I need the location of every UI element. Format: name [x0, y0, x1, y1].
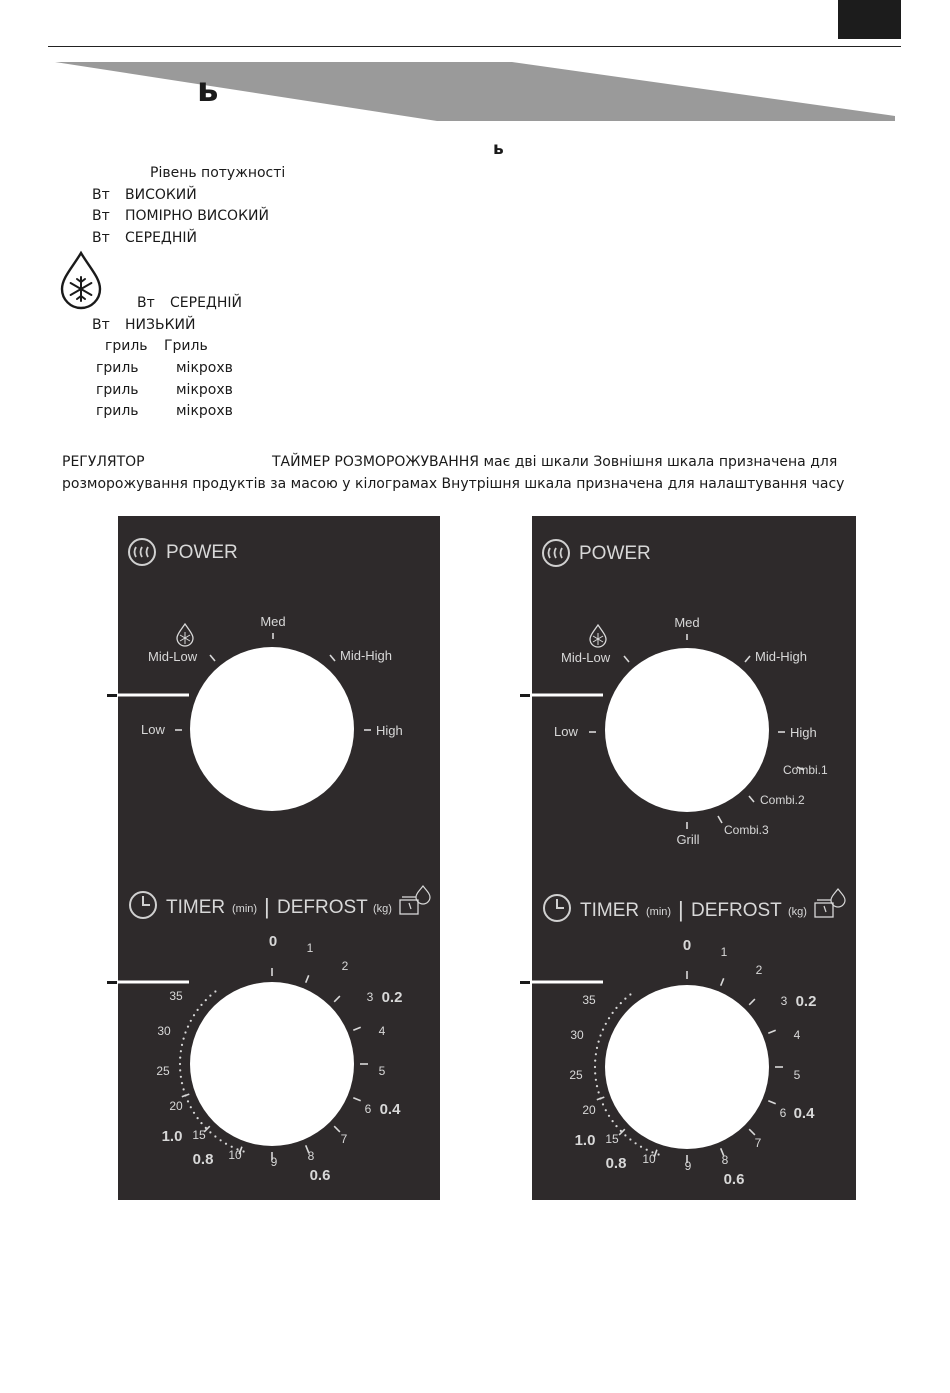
defrost-unit: (kg)	[373, 903, 392, 915]
timer-dot	[615, 1007, 617, 1009]
timer-mark: 1	[306, 941, 314, 955]
timer-dot	[181, 1082, 183, 1084]
mark-high: High	[790, 725, 817, 740]
timer-dot	[220, 1139, 222, 1141]
control-panel-grill	[532, 516, 856, 1200]
timer-mark: 15	[192, 1128, 206, 1142]
timer-dot	[187, 1026, 189, 1028]
mark-mid-low: Mid-Low	[148, 649, 198, 664]
kg-mark: 0.4	[379, 1101, 401, 1118]
timer-dot	[605, 1023, 607, 1025]
timer-dot	[595, 1079, 597, 1081]
timer-tick	[334, 1126, 340, 1132]
kg-mark: 1.0	[161, 1128, 183, 1145]
grill-row-b: Гриль	[164, 338, 208, 354]
timer-tick	[768, 1101, 775, 1104]
timer-tick	[353, 1027, 360, 1030]
timer-dot	[620, 1130, 622, 1132]
mark-mid-high: Mid-High	[755, 649, 808, 664]
timer-mark: 8	[307, 1149, 315, 1163]
row-level: ПОМІРНО ВИСОКИЙ	[125, 208, 269, 224]
mark-combi-1: Combi.1	[783, 763, 828, 777]
timer-mark: 35	[169, 989, 183, 1003]
grill-row-a: гриль	[96, 360, 139, 376]
timer-mark: 3	[366, 990, 374, 1004]
timer-knob[interactable]	[605, 985, 769, 1149]
timer-dot	[594, 1072, 596, 1074]
timer-divider: |	[678, 897, 684, 922]
power-icon	[543, 540, 569, 566]
section-banner	[0, 0, 950, 140]
callout-power	[520, 694, 530, 697]
timer-tick	[619, 1129, 625, 1135]
mark-low: Low	[141, 722, 165, 737]
mark-mid-high: Mid-High	[340, 648, 393, 663]
timer-dot	[599, 1097, 601, 1099]
timer-dot	[608, 1017, 610, 1019]
timer-dot	[605, 1109, 607, 1111]
timer-dot	[214, 1135, 216, 1137]
timer-mark: 10	[642, 1152, 656, 1166]
grill-row-b: мікрохв	[176, 403, 233, 419]
mark-med: Med	[674, 615, 700, 630]
timer-tick	[334, 996, 340, 1002]
timer-unit: (min)	[232, 903, 258, 915]
grill-row-b: мікрохв	[176, 360, 233, 376]
timer-dot	[612, 1120, 614, 1122]
power-icon	[129, 539, 155, 565]
timer-mark: 9	[270, 1155, 278, 1169]
row-unit: Вт	[92, 187, 110, 203]
timer-mark: 1	[720, 945, 728, 959]
timer-dot	[190, 1020, 192, 1022]
timer-dot	[180, 1076, 182, 1078]
timer-dot	[205, 999, 207, 1001]
defrost-label: DEFROST	[277, 897, 368, 918]
timer-dot	[190, 1106, 192, 1108]
paragraph-line2: розморожування продуктів за масою у кілограмах Внутрішня шкала призначена для налаштування часу	[62, 476, 845, 492]
timer-dot	[635, 1142, 637, 1144]
kg-mark: 0.6	[723, 1171, 745, 1188]
banner-glyph: ь	[197, 70, 219, 110]
timer-dot	[181, 1044, 183, 1046]
kg-mark: 0.4	[793, 1105, 815, 1122]
timer-dot	[183, 1038, 185, 1040]
timer-dot	[187, 1100, 189, 1102]
timer-dot	[179, 1063, 181, 1065]
timer-dot	[214, 990, 216, 992]
timer-dot	[197, 1009, 199, 1011]
timer-dot	[594, 1060, 596, 1062]
row-unit: Вт	[137, 295, 155, 311]
row-level: ВИСОКИЙ	[125, 187, 197, 203]
paragraph-label: РЕГУЛЯТОР	[62, 454, 145, 470]
timer-mark: 9	[684, 1159, 692, 1173]
timer-dot	[624, 1134, 626, 1136]
timer-dot	[200, 1004, 202, 1006]
timer-divider: |	[264, 894, 270, 919]
timer-dot	[209, 995, 211, 997]
timer-mark: 2	[755, 963, 763, 977]
power-label: POWER	[579, 543, 651, 564]
timer-dot	[193, 1112, 195, 1114]
grill-row-a: гриль	[105, 338, 148, 354]
timer-dot	[197, 1117, 199, 1119]
timer-dot	[624, 998, 626, 1000]
timer-dot	[179, 1069, 181, 1071]
timer-mark: 30	[570, 1028, 584, 1042]
timer-dot	[629, 993, 631, 995]
defrost-drop-icon	[590, 625, 606, 647]
mark-mid-low: Mid-Low	[561, 650, 611, 665]
timer-tick	[749, 999, 755, 1005]
timer-dot	[183, 1088, 185, 1090]
grill-row-a: гриль	[96, 382, 139, 398]
timer-mark: 2	[341, 959, 349, 973]
scale-weight-icon	[815, 889, 845, 917]
timer-dot	[658, 1153, 660, 1155]
kg-mark: 0.8	[192, 1151, 214, 1168]
timer-mark: 6	[364, 1102, 372, 1116]
defrost-drop-icon	[58, 250, 104, 310]
paragraph-line1: ТАЙМЕР РОЗМОРОЖУВАННЯ має дві шкали Зовнішня шкала призначена для	[272, 454, 838, 470]
timer-dot	[595, 1053, 597, 1055]
kg-mark: 0.8	[605, 1155, 627, 1172]
subheading-glyph: ь	[493, 139, 504, 159]
timer-dot	[193, 1014, 195, 1016]
timer-dot	[640, 1146, 642, 1148]
timer-dot	[646, 1149, 648, 1151]
mark-grill: Grill	[676, 832, 700, 847]
timer-dot	[180, 1050, 182, 1052]
timer-mark: 0	[682, 937, 692, 954]
timer-dot	[596, 1085, 598, 1087]
timer-dot	[209, 1131, 211, 1133]
timer-dot	[599, 1034, 601, 1036]
timer-tick	[768, 1030, 775, 1033]
timer-dot	[225, 1143, 227, 1145]
timer-mark: 0	[268, 933, 278, 950]
timer-mark: 25	[569, 1068, 583, 1082]
mark-high: High	[376, 723, 403, 738]
callout-power	[107, 694, 117, 697]
mark-low: Low	[554, 724, 578, 739]
defrost-unit: (kg)	[788, 906, 807, 918]
power-label: POWER	[166, 542, 238, 563]
timer-mark: 10	[228, 1148, 242, 1162]
timer-clock-icon	[544, 895, 570, 921]
row-unit: Вт	[92, 317, 110, 333]
timer-dot	[200, 1122, 202, 1124]
timer-mark: 7	[754, 1136, 762, 1150]
timer-dot	[608, 1115, 610, 1117]
row-level: СЕРЕДНІЙ	[170, 295, 242, 311]
scale-weight-icon	[400, 886, 430, 914]
grill-row-b: мікрохв	[176, 382, 233, 398]
timer-tick	[749, 1129, 755, 1135]
timer-label: TIMER	[166, 897, 226, 918]
timer-mark: 5	[378, 1064, 386, 1078]
callout-timer	[520, 981, 530, 984]
timer-mark: 30	[157, 1024, 171, 1038]
timer-dot	[598, 1091, 600, 1093]
mark-med: Med	[260, 614, 286, 629]
timer-mark: 20	[169, 1099, 183, 1113]
grill-row-a: гриль	[96, 403, 139, 419]
row-level: НИЗЬКИЙ	[125, 317, 196, 333]
timer-label: TIMER	[580, 900, 640, 921]
timer-dot	[184, 1094, 186, 1096]
timer-mark: 20	[582, 1103, 596, 1117]
defrost-label: DEFROST	[691, 900, 782, 921]
timer-dot	[243, 1150, 245, 1152]
timer-dot	[602, 1029, 604, 1031]
timer-dot	[620, 1002, 622, 1004]
timer-tick	[721, 978, 724, 985]
timer-mark: 6	[779, 1106, 787, 1120]
power-knob[interactable]	[190, 647, 354, 811]
timer-dot	[179, 1057, 181, 1059]
timer-dot	[629, 1138, 631, 1140]
callout-timer	[107, 981, 117, 984]
mark-combi-3: Combi.3	[724, 823, 769, 837]
timer-dot	[602, 1103, 604, 1105]
timer-knob[interactable]	[190, 982, 354, 1146]
defrost-drop-icon	[177, 624, 193, 646]
timer-mark: 4	[378, 1024, 386, 1038]
kg-mark: 0.2	[795, 993, 817, 1010]
timer-mark: 7	[340, 1132, 348, 1146]
timer-dot	[596, 1047, 598, 1049]
timer-mark: 3	[780, 994, 788, 1008]
timer-dot	[184, 1031, 186, 1033]
control-panel-basic	[118, 516, 440, 1200]
timer-dot	[615, 1125, 617, 1127]
timer-mark: 8	[721, 1153, 729, 1167]
timer-tick	[306, 975, 309, 982]
row-level: СЕРЕДНІЙ	[125, 230, 197, 246]
timer-mark: 15	[605, 1132, 619, 1146]
row-unit: Вт	[92, 208, 110, 224]
timer-dot	[594, 1066, 596, 1068]
timer-mark: 5	[793, 1068, 801, 1082]
kg-mark: 1.0	[574, 1132, 596, 1149]
timer-dot	[612, 1012, 614, 1014]
kg-mark: 0.2	[381, 989, 403, 1006]
timer-unit: (min)	[646, 906, 672, 918]
timer-mark: 4	[793, 1028, 801, 1042]
power-knob[interactable]	[605, 648, 769, 812]
power-table-header: Рівень потужності	[150, 165, 286, 181]
timer-tick	[353, 1098, 360, 1101]
timer-mark: 25	[156, 1064, 170, 1078]
timer-dot	[598, 1041, 600, 1043]
timer-mark: 35	[582, 993, 596, 1007]
row-unit: Вт	[92, 230, 110, 246]
kg-mark: 0.6	[309, 1167, 331, 1184]
mark-combi-2: Combi.2	[760, 793, 805, 807]
timer-clock-icon	[130, 892, 156, 918]
